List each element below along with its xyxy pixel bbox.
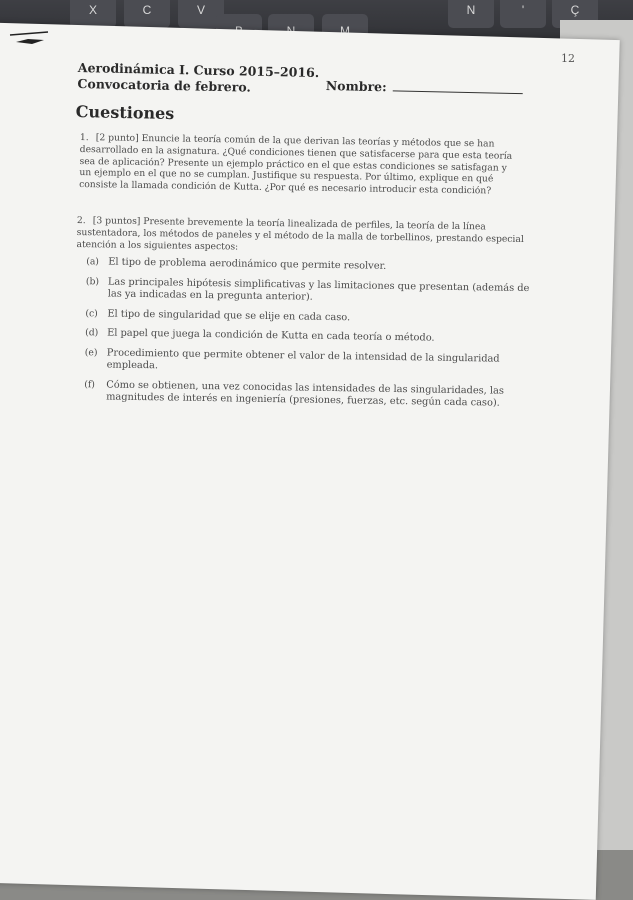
item-text: El tipo de singularidad que se elije en cada caso. bbox=[107, 308, 351, 324]
exam-header bbox=[77, 60, 319, 97]
item-letter: (e) bbox=[84, 347, 98, 359]
key: C bbox=[124, 0, 170, 28]
list-item bbox=[86, 276, 536, 308]
item-text: Procedimiento que permite obtener el valor de la intensidad de la singularidad empleada. bbox=[106, 347, 500, 372]
key: X bbox=[70, 0, 116, 28]
item-text: El tipo de problema aerodinámico que permite resolver. bbox=[108, 256, 387, 273]
key: ' bbox=[500, 0, 546, 28]
logo-mark-icon bbox=[8, 30, 50, 48]
question-2-items bbox=[84, 257, 536, 412]
item-letter: (c) bbox=[85, 308, 98, 320]
list-item bbox=[85, 308, 535, 328]
name-field bbox=[326, 78, 523, 97]
item-text: Cómo se obtienen, una vez conocidas las intensidades de las singularidades, las magnitudes de interés en ingeniería (presiones, fuerzas, etc. según cada caso). bbox=[106, 379, 505, 410]
question-text: [3 puntos] Presente brevemente la teoría linealizada de perfiles, la teoría de la línea sustentadora, los métodos de paneles y el método de la malla de torbellinos, prestando especial atención a los siguientes aspectos: bbox=[76, 215, 524, 253]
page-number: 12 bbox=[561, 52, 575, 65]
name-label: Nombre: bbox=[325, 78, 387, 95]
item-letter: (b) bbox=[85, 276, 100, 288]
key: N bbox=[448, 0, 494, 28]
question-1 bbox=[79, 132, 520, 198]
list-item bbox=[84, 379, 534, 411]
exam-session: Convocatoria de febrero. bbox=[77, 75, 251, 95]
list-item bbox=[85, 347, 535, 379]
question-number: 2. bbox=[76, 215, 86, 227]
key: Ç bbox=[552, 0, 598, 28]
item-text: Las principales hipótesis simplificativas y las limitaciones que presentan (además de las ya indicadas en la pregunta anterior). bbox=[107, 276, 530, 304]
item-letter: (f) bbox=[84, 379, 96, 391]
course-title: Aerodinámica I. Curso 2015–2016. bbox=[77, 60, 320, 81]
list-item bbox=[85, 328, 535, 348]
item-letter: (d) bbox=[85, 327, 99, 339]
question-number: 1. bbox=[79, 132, 89, 144]
key: M bbox=[322, 14, 368, 46]
key: V bbox=[178, 0, 224, 28]
question-text: [2 punto] Enuncie la teoría común de la que derivan las teorías y métodos que se han desarrollado en la asignatura. ¿Qué condiciones tienen que satisfacerse para que esta teoría sea de aplicación? Presente un ejemplo práctico en el que estas condiciones se satisfagan y un ejemplo en el que no se cumplan. Justifique su respuesta. Por último, explique en qué consiste la llamada condición de Kutta. ¿Por qué es necesario introducir esta condición? bbox=[79, 132, 513, 197]
item-letter: (a) bbox=[86, 256, 100, 268]
section-title: Cuestiones bbox=[75, 102, 175, 124]
question-2 bbox=[74, 215, 537, 418]
item-text: El papel que juega la condición de Kutta en cada teoría o método. bbox=[107, 327, 435, 345]
name-blank bbox=[393, 90, 523, 94]
list-item bbox=[86, 257, 536, 277]
